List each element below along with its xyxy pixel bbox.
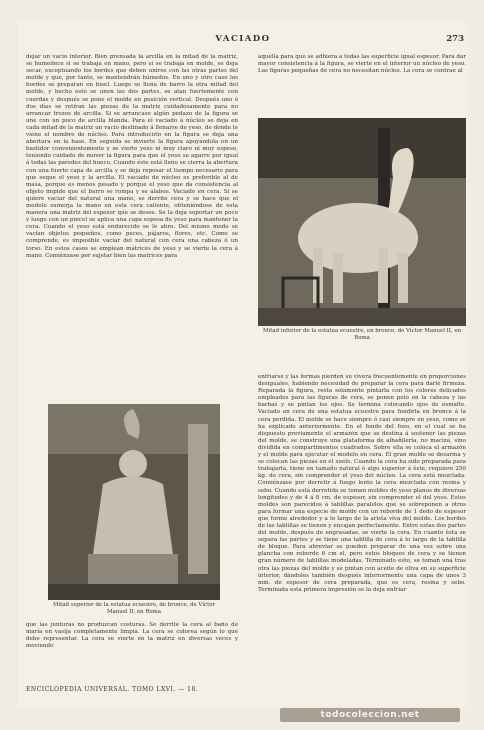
left-bottom-paragraph: que las junturas no produzcan costuras. Se derrite la cera al baño de maría en vasija completamente limpia. La cera se colorea según lo que debe representar. La cera se vierte en la matriz en diversas veces y moviendo bbox=[26, 622, 238, 650]
watermark-logo: todocoleccion.net bbox=[280, 708, 460, 722]
left-column-text bbox=[26, 54, 238, 404]
right-figure-caption: Mitad inferior de la estatua ecuestre, en bronce, de Víctor Manuel II, en Roma bbox=[262, 328, 461, 341]
statue-upper-half-photo bbox=[48, 404, 220, 600]
page-title: VACIADO bbox=[215, 34, 271, 44]
left-column-bottom-text bbox=[26, 622, 238, 680]
right-top-paragraph: aquélla para que se adhiera a todas las superficie igual espesor. Para dar mayor consistencia á la figura, se vierte en el interior un núcleo de yeso. Las figuras pequeñas de cera no necesitan núcleo. La cera se contrae al bbox=[258, 54, 466, 75]
left-figure-caption: Mitad superior de la estatua ecuestre, de bronce, de Víctor Manuel II, en Roma bbox=[52, 602, 216, 615]
page-footer: ENCICLOPEDIA UNIVERSAL. TOMO LXVI. — 18. bbox=[26, 686, 199, 693]
right-bottom-paragraph: enfriarse y las formas pierden su vivera frecuentemente en proporciones desiguales, habiendo necesidad de preparar la cera para darle firmeza. Reparada la figura, resta solamente pintarla con los colores delicados empleados para las figuras de cera, se ponen pelo en la cabeza y las barbas y se pintan los ojos. Se termina colocando ojos de esmalte. Vaciado en cera de una estatua ecuestre para fundirla en bronce á la cera perdida. El molde se hace siempre ó casi siempre en yeso, como se ha explicado anteriormente. En el fondo del foso, en el cual se ha dispuesto previamente el armazón que se destina á sostener las piezas del molde, se construye una plataforma de albañilería, no maciza, sino dividida en compartimentos cuadrados. Sobre ella se coloca el armazón y el molde para ejecutar el modelo en cera. El gran molde se desarma y se colocan las piezas en el suelo. Cuando la cera ha sido preparada para trabajarla, tiene un tamaño natural ó algo superior á éste, requiere 250 kg. de cera, sin comprender el yeso del núcleo. La cera está mezclada. Comiénzase por derretir á fuego lento la cera mezclada con resina y sebo. Cuando está derretida se toman moldes de yeso planos de diversas longitudes y de 4 á 8 cm. de espesor, sin comprender el del yeso. Estos moldes son parecidos á tablillas paralelos que se sobreponen a otros para formar una especie de molde con un reborde de 1 dedo de espesor que forme alrededor y a lo largo de la arista viva del molde. Los bordes de las tablillas se tienen y encajan perfectamente. Entre estas dos partes del molde, después de engrasadas, se vierte la cera. En cuanto ésta se separa las partes y se tiene una tablilla de cera á lo largo de la tablilla de bloque. Para abreviar se pueden preparar de una vez sobre una plancha con reborde 6 cm el, pero estos bloques de cera y se tienen gran número de tablillas modeladas. Terminado esto, se toman una tras otra las piezas del molde y se pintan con aceite de oliva en su superficie interior, dándoles también después interiormente una capa de unos 3 mm. de espesor de cera preparada, que es cera, resina y sebo. Terminada esta primera impresión se la deja enfriar bbox=[258, 374, 466, 593]
document-page bbox=[18, 22, 468, 707]
page-header bbox=[18, 34, 468, 48]
right-column-bottom-text bbox=[258, 374, 466, 674]
right-column-top-text bbox=[258, 54, 466, 114]
left-column-paragraph: dejar un vacío interior. Bien prensada la arcilla en la mitad de la matriz, se humedece si se trabaja en mano, pero si se trabaja en molde, se deja secar, exceptuando los bordes que deben unirse con las otras partes del molde y que, por tanto, se mantendrán húmedos. En uno y otro caso los bordes se preparan en bisel. Luego se llena de barro la otra mitad del molde, y hecho esto se unen las dos partes, se atan fuertemente con cuerdas y después se pone el molde en posición vertical. Después uno ó dos días se retiran las piezas de la matriz cuidadosamente para no arrancar trozos de arcilla. Si se arrancase algún pedazo de la figura se une con un poco de arcilla blanda. Para el vaciado á núcleo se deja en cada mitad de la matriz un vacío destinado á llenarse de yeso, de donde le viene el nombre de núcleo. Para introducirlo en la figura se deja una abertura en la base. En seguida se invierte la figura apoyándola en un bastidor convenientemente y se vierte yeso ni muy claro ni muy espeso, teniendo cuidado de mover la figura para que el yeso se agarre por igual á todas las paredes del hueco. Cuando éste está lleno se cierra la abertura con una fuerte capa de arcilla y se deja reposar el tiempo necesario para que seque el yeso y la arcilla. El vaciado de núcleo es preferible al de masa, porque es menos pesado y porque el yeso que da consistencia al objeto impide que el barro se rompa y se alabee. Vaciado en cera. Si se quiere vaciar del natural una mano, se derrite cera y se hace que el modelo sumerja la mano en esta cera caliente, obteniéndose de esta manera una matriz del espesor que se desee. Se la deja soportar un poco y luego con un pincel se aplica una capa espesa de yeso para mantener la cera. Cuando el yeso está endurecido se le abre. Del mismo modo se vacían objetos pequeños, como peces, pájaros, flores, etc. Como se comprende, es imposible vaciar del natural con cera una cabeza ó un torso. En estos casos se emplean matrices de yeso y se vierte la cera á mano. Comiénzase por sujetar bien las matrices para bbox=[26, 54, 238, 259]
page-number: 273 bbox=[446, 34, 464, 44]
statue-lower-half-photo bbox=[258, 118, 466, 326]
